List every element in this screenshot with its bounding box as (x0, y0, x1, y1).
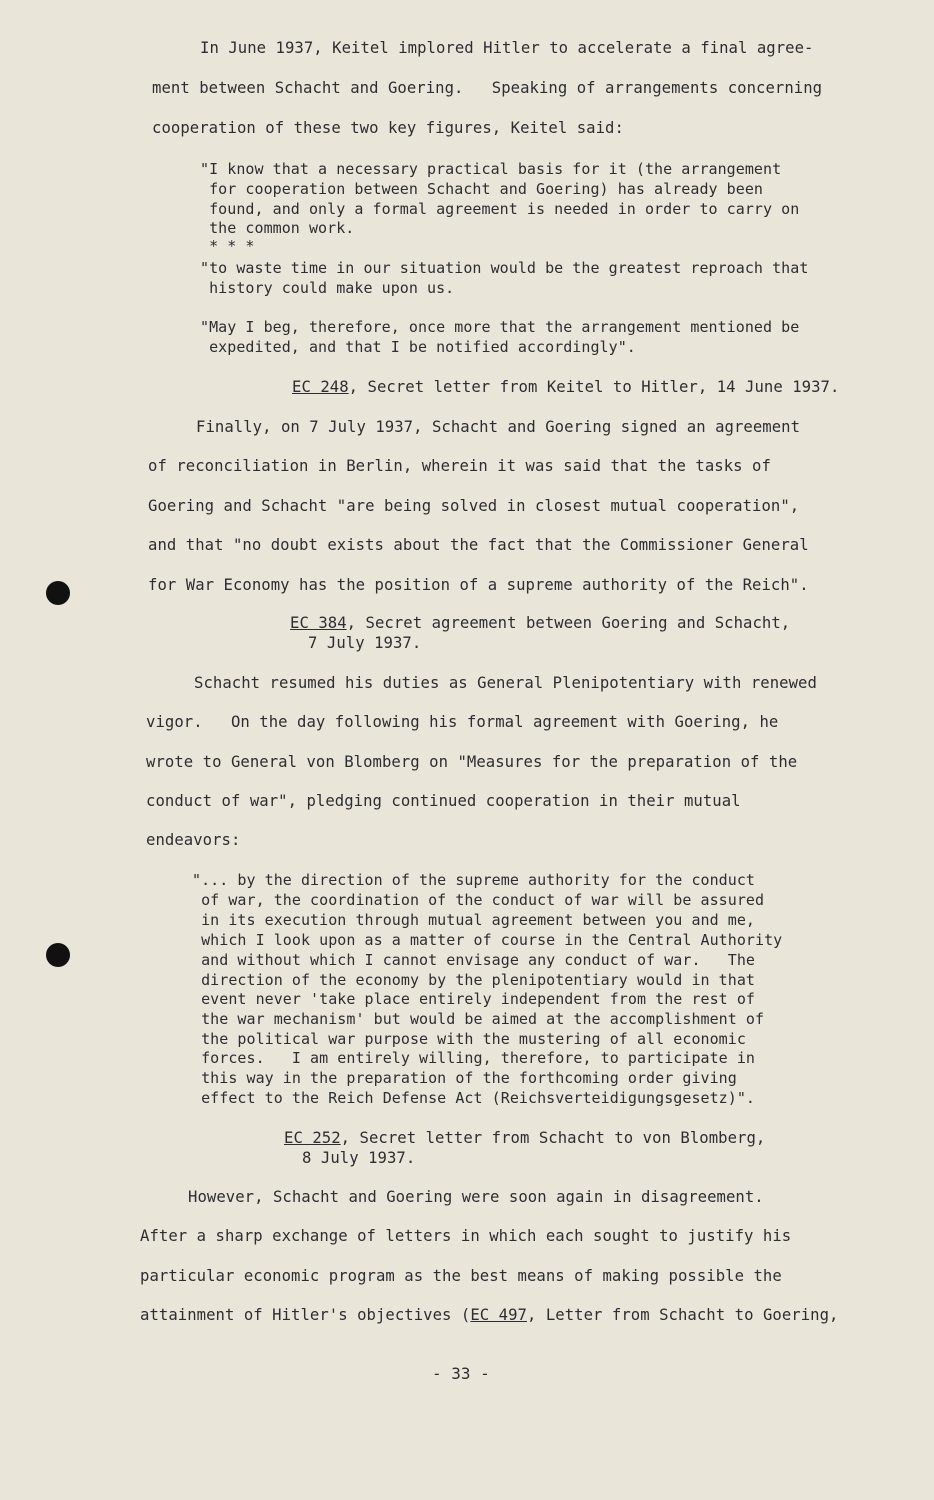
citation-date: 7 July 1937. (308, 634, 422, 652)
citation-ref: EC 252 (284, 1129, 341, 1147)
quote-line: direction of the economy by the plenipotentiary would in that (192, 971, 756, 989)
page-number: - 33 - (432, 1364, 490, 1383)
citation-ref: EC 248 (292, 378, 349, 396)
paragraph-line: Schacht resumed his duties as General Plenipotentiary with renewed (194, 674, 817, 692)
paragraph-line: wrote to General von Blomberg on "Measures for the preparation of the (146, 753, 798, 771)
paragraph-line (140, 1305, 838, 1325)
paragraph-line: vigor. On the day following his formal agreement with Goering, he (146, 713, 779, 731)
quote-line: of war, the coordination of the conduct of war will be assured (192, 891, 765, 909)
paragraph-line: After a sharp exchange of letters in which each sought to justify his (140, 1227, 792, 1245)
paragraph-text: , Letter from Schacht to Goering, (526, 1306, 839, 1324)
citation-ref: EC 497 (470, 1306, 527, 1324)
citation-ref: EC 384 (290, 614, 347, 632)
quote-line: history could make upon us. (200, 279, 455, 297)
quote-line: "to waste time in our situation would be the greatest reproach that (200, 259, 809, 277)
quote-line: forces. I am entirely willing, therefore, to participate in (192, 1049, 756, 1067)
quote-line: the common work. (200, 219, 355, 237)
citation-date: 8 July 1937. (302, 1149, 416, 1167)
paragraph-line: Finally, on 7 July 1937, Schacht and Goering signed an agreement (196, 418, 801, 436)
quote-line: expedited, and that I be notified accordingly". (200, 338, 636, 356)
paragraph-line: and that "no doubt exists about the fact that the Commissioner General (148, 536, 809, 554)
citation (284, 1128, 765, 1148)
citation (292, 377, 839, 397)
paragraph-line: conduct of war", pledging continued cooperation in their mutual (146, 792, 741, 810)
citation-text: , Secret letter from Keitel to Hitler, 14 June 1937. (348, 378, 840, 396)
quote-line: event never 'take place entirely independent from the rest of (192, 990, 756, 1008)
citation (290, 613, 790, 633)
quote-line: this way in the preparation of the forthcoming order giving (192, 1069, 737, 1087)
quote-line: found, and only a formal agreement is needed in order to carry on (200, 200, 800, 218)
quote-line: "... by the direction of the supreme authority for the conduct (192, 871, 756, 889)
punch-hole (46, 943, 70, 967)
quote-line: effect to the Reich Defense Act (Reichsverteidigungsgesetz)". (192, 1089, 756, 1107)
citation-text: , Secret letter from Schacht to von Blomberg, (340, 1129, 766, 1147)
paragraph-line: for War Economy has the position of a supreme authority of the Reich". (148, 576, 809, 594)
paragraph-line: cooperation of these two key figures, Keitel said: (152, 119, 624, 137)
paragraph-line: Goering and Schacht "are being solved in closest mutual cooperation", (148, 497, 800, 515)
quote-line: for cooperation between Schacht and Goering) has already been (200, 180, 764, 198)
paragraph-line: ment between Schacht and Goering. Speaking of arrangements concerning (152, 79, 823, 97)
paragraph-text: attainment of Hitler's objectives ( (140, 1306, 471, 1324)
quote-line: the political war purpose with the mustering of all economic (192, 1030, 746, 1048)
quote-line: "May I beg, therefore, once more that the arrangement mentioned be (200, 318, 800, 336)
paragraph-line: of reconciliation in Berlin, wherein it was said that the tasks of (148, 457, 771, 475)
quote-line: * * * (200, 237, 255, 255)
paragraph-line: endeavors: (146, 831, 241, 849)
paragraph-line: In June 1937, Keitel implored Hitler to accelerate a final agree- (200, 39, 814, 57)
quote-line: the war mechanism' but would be aimed at the accomplishment of (192, 1010, 765, 1028)
paragraph-line: However, Schacht and Goering were soon again in disagreement. (188, 1188, 764, 1206)
quote-line: which I look upon as a matter of course in the Central Authority (192, 931, 783, 949)
quote-line: and without which I cannot envisage any conduct of war. The (192, 951, 756, 969)
citation-text: , Secret agreement between Goering and Schacht, (346, 614, 791, 632)
punch-hole (46, 581, 70, 605)
quote-line: in its execution through mutual agreement between you and me, (192, 911, 756, 929)
paragraph-line: particular economic program as the best means of making possible the (140, 1267, 782, 1285)
quote-line: "I know that a necessary practical basis for it (the arrangement (200, 160, 782, 178)
